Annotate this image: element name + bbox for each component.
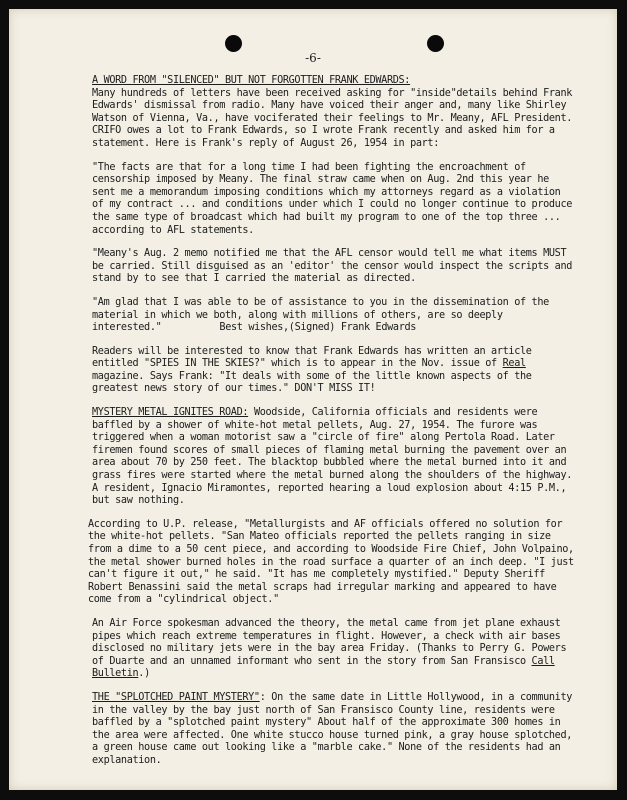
splotched-paint-body: : On the same date in Little Hollywood, in a community in the valley by the bay just north of San Fransisco County line, residents were baffled by a "splotched paint mystery" About half of the approximate 300 homes in the area were affected. One white stucco house turned pink, a gray house splotched, a green house came out looking like a "marble cake." None of the residents had an explanation. bbox=[92, 691, 573, 766]
heading-splotched-paint: THE "SPLOTCHED PAINT MYSTERY" bbox=[92, 691, 260, 703]
spies-text-before: Readers will be interested to know that Frank Edwards has written an article entitled "SPIES IN THE SKIES?" which is to appear in the Nov. issue of bbox=[92, 345, 532, 370]
air-force-text-before: An Air Force spokesman advanced the theory, the metal came from jet plane exhaust pipes which reach extreme temperatures in flight. However, a check with air bases disclosed no military jets were in the bay area Friday. (Thanks to Perry G. Powers of Duarte and an unnamed informant who sent in the story from San Fransisco bbox=[92, 617, 567, 667]
spies-text-after: magazine. Says Frank: "It deals with some of the little known aspects of the greatest news story of our times." DON'T MISS IT! bbox=[92, 370, 532, 395]
binder-hole-left bbox=[225, 35, 242, 52]
binder-hole-right bbox=[427, 35, 444, 52]
magazine-title: Real bbox=[502, 358, 526, 370]
mystery-metal-body: Woodside, California officials and residents were baffled by a shower of white-hot metal pellets, Aug. 27, 1954. The furore was triggered when a woman motorist saw a "circle of fire" along Pertola Road. Later firemen found scores of small pieces of flaming metal burning the pavement over an area about 70 by 250 feet. The blacktop bubbled where the metal burned into it and grass fires were started where the metal burned along the shoulders of the highway. A resident, Ignacio Miramontes, reported hearing a loud explosion about 4:15 P.M., but saw nothing. bbox=[92, 407, 573, 507]
quote-censorship: "The facts are that for a long time I had been fighting the encroachment of censorship imposed by Meany. The final straw came when on Aug. 2nd this year he sent me a memorandum imposing conditions which my attorneys regard as a violation of my contract ... and conditions under which I could no longer continue to produce the same type of broadcast which had built my program to one of the top three ... according to AFL statements. bbox=[92, 161, 573, 236]
quote-memo: "Meany's Aug. 2 memo notified me that the AFL censor would tell me what items MUST be carried. Still disguised as an 'editor' the censor would inspect the scripts and stand by to see that I carried the material as directed. bbox=[92, 248, 573, 285]
page-number: -6- bbox=[305, 51, 321, 65]
paragraph-mystery-metal bbox=[92, 407, 574, 508]
document-page bbox=[9, 9, 617, 790]
heading-frank-edwards: A WORD FROM "SILENCED" BUT NOT FORGOTTEN FRANK EDWARDS: bbox=[92, 75, 411, 86]
air-force-text-after: .) bbox=[138, 668, 150, 680]
quote-closing bbox=[92, 297, 574, 335]
paragraph-up-release: According to U.P. release, "Metallurgists and AF officials offered no solution for the white-hot pellets. "San Mateo officials reported the pellets ranging in size from a dime to a 50 cent piece, and according to Woodside Fire Chief, John Volpaino, the metal shower burned holes in the road surface a quarter of an inch deep. "I just can't figure it out," he said. "It has me completely mystified." Deputy Sheriff Robert Benassini said the metal scraps had irregular marking and appeared to have come from a "cylindrical object." bbox=[88, 518, 574, 606]
paragraph-frank-edwards-intro bbox=[92, 75, 574, 151]
quote-closing-text: "Am glad that I was able to be of assistance to you in the dissemination of the material in which we both, along with millions of others, are so deeply interested." bbox=[92, 296, 549, 334]
newspaper-title: Call Bulletin bbox=[92, 655, 555, 680]
heading-mystery-metal: MYSTERY METAL IGNITES ROAD: bbox=[92, 407, 249, 419]
paragraph-air-force bbox=[92, 618, 574, 681]
paragraph-splotched-paint bbox=[92, 692, 574, 768]
intro-body: Many hundreds of letters have been received asking for "inside"details behind Frank Edwards' dismissal from radio. Many have voiced their anger and, many like Shirley Watson of Vienna, Va., have vociferated their feelings to Mr. Meany, AFL President. CRIFO owes a lot to Frank Edwards, so I wrote Frank recently and asked him for a statement. Here is Frank's reply of August 26, 1954 in part: bbox=[92, 87, 573, 149]
paragraph-spies-article bbox=[92, 346, 574, 396]
signature-line: Best wishes,(Signed) Frank Edwards bbox=[219, 322, 417, 334]
newsletter-text bbox=[88, 75, 574, 779]
